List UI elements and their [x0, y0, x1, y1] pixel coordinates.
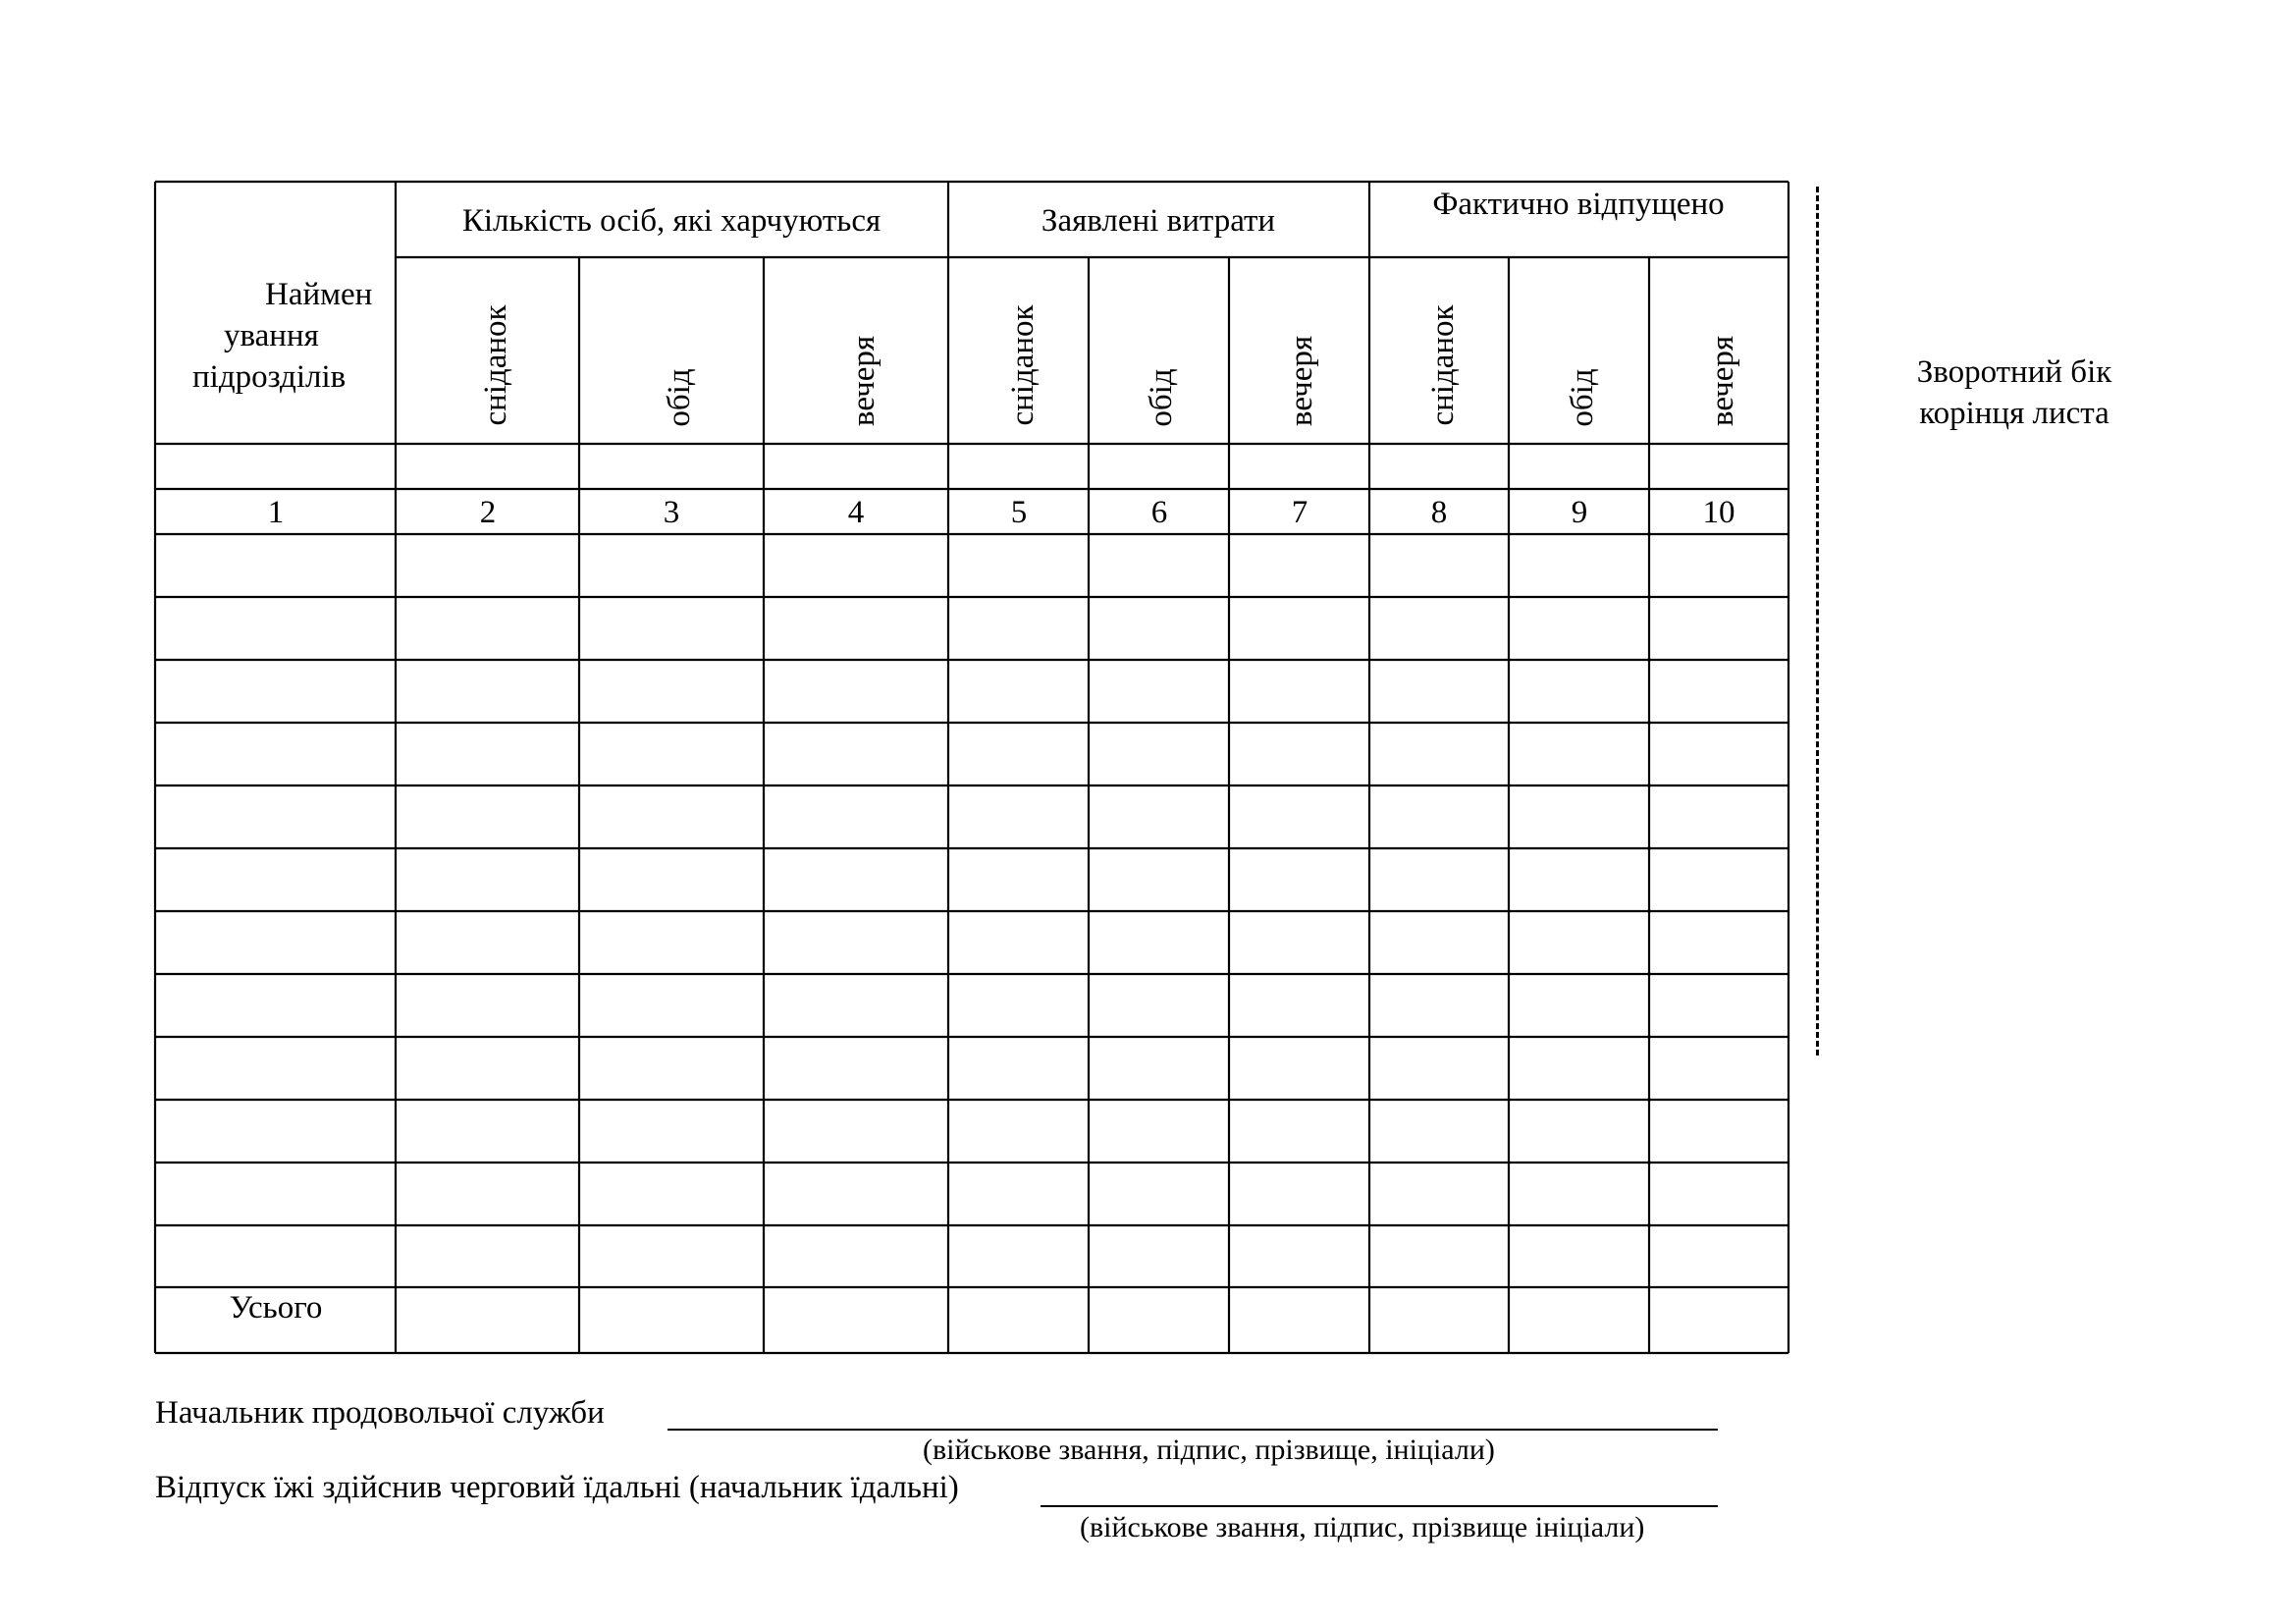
- meal-header-breakfast-2: сніданок: [1005, 304, 1041, 426]
- food-service-chief-caption: (військове звання, підпис, прізвище, ініціали): [923, 1434, 1495, 1466]
- side-note-line2: корінця листа: [1919, 396, 2109, 431]
- column-number-7: 7: [1291, 495, 1308, 530]
- food-service-chief-label: Начальник продовольчої служби: [155, 1395, 605, 1431]
- meal-header-breakfast-1: сніданок: [478, 304, 513, 426]
- group-header-declared-expenses: Заявлені витрати: [1041, 203, 1276, 239]
- column-number-2: 2: [479, 495, 497, 530]
- side-note-line1: Зворотний бік: [1916, 354, 2112, 390]
- meal-header-lunch-2: обід: [1144, 368, 1179, 427]
- column-number-6: 6: [1150, 495, 1168, 530]
- header-unit-name-line1: Наймен: [265, 277, 373, 312]
- column-number-9: 9: [1571, 495, 1588, 530]
- column-number-10: 10: [1702, 495, 1735, 530]
- cut-line-dashed: [1816, 187, 1819, 1056]
- meal-issuer-label: Відпуск їжі здійснив черговий їдальні (начальник їдальні): [155, 1470, 959, 1505]
- column-number-1: 1: [267, 495, 285, 530]
- side-note: [1916, 352, 2112, 434]
- food-service-chief-signature-line[interactable]: [667, 1429, 1718, 1431]
- meal-issuer-signature-line[interactable]: [1041, 1505, 1718, 1507]
- header-unit-name-line2: ування: [224, 318, 319, 353]
- total-row-label: Усього: [229, 1290, 323, 1326]
- meal-header-breakfast-3: сніданок: [1425, 304, 1461, 426]
- meal-header-lunch-1: обід: [662, 368, 697, 427]
- column-number-4: 4: [847, 495, 865, 530]
- meal-header-lunch-3: обід: [1565, 368, 1600, 427]
- meal-header-dinner-3: вечеря: [1705, 335, 1740, 427]
- group-header-persons-fed: Кількість осіб, які харчуються: [461, 203, 881, 239]
- column-number-5: 5: [1010, 495, 1028, 530]
- header-unit-name-line3: підрозділів: [192, 359, 347, 395]
- column-number-3: 3: [663, 495, 680, 530]
- meal-issuer-caption: (військове звання, підпис, прізвище ініціали): [1080, 1511, 1645, 1543]
- meal-header-dinner-2: вечеря: [1284, 335, 1319, 427]
- column-number-8: 8: [1430, 495, 1448, 530]
- meal-header-dinner-1: вечеря: [846, 335, 881, 427]
- group-header-actually-issued: Фактично відпущено: [1432, 187, 1725, 222]
